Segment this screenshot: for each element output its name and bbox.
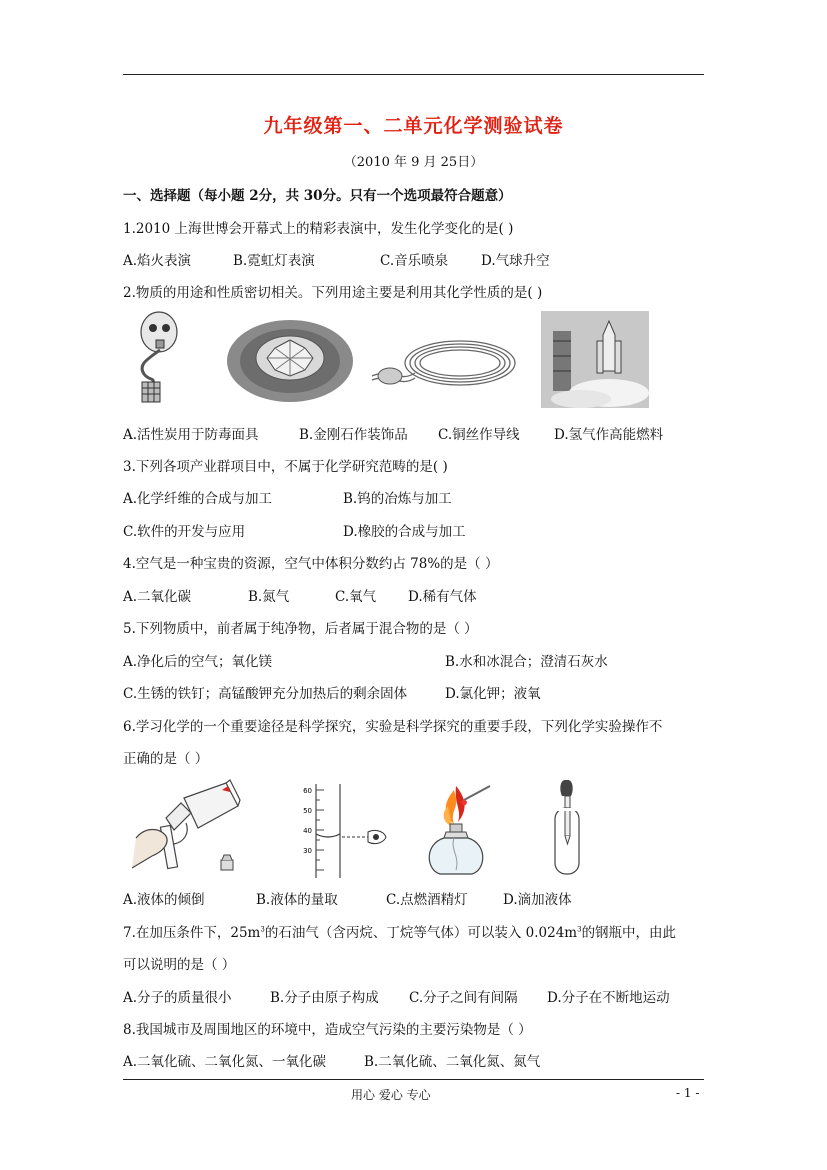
q4-option-c: C.氧气 [335,589,377,605]
question-7-line-1 [123,921,676,941]
q5-option-c: C.生锈的铁钉；高锰酸钾充分加热后的剩余固体 [123,686,408,702]
q1-option-a: A.焰火表演 [123,253,192,269]
cylinder-tick-30: 30 [303,847,312,855]
cylinder-tick-50: 50 [303,807,312,815]
q7-cubic-sup-1: 3 [260,925,265,934]
question-5: 5.下列物质中，前者属于纯净物，后者属于混合物的是（ ） [123,621,478,637]
q7-stem-part-3: 的钢瓶中，由此 [581,925,677,941]
cylinder-tick-60: 60 [303,787,312,795]
q7-stem-part-1: 7.在加压条件下，25m [123,925,261,941]
footer-rule [123,1079,704,1080]
q3-option-a: A.化学纤维的合成与加工 [123,491,273,507]
q7-option-a: A.分子的质量很小 [123,990,232,1006]
page-title: 九年级第一、二单元化学测验试卷 [263,115,564,137]
q2-option-c: C.铜丝作导线 [438,427,520,443]
graduated-cylinder-image [290,782,390,880]
q8-option-a: A.二氧化硫、二氧化氮、一氧化碳 [123,1054,327,1070]
q1-option-c: C.音乐喷泉 [380,253,449,269]
q6-option-d: D.滴加液体 [503,892,572,908]
q2-option-a: A.活性炭用于防毒面具 [123,427,259,443]
alcohol-lamp-image [420,780,498,880]
q1-option-d: D.气球升空 [481,253,550,269]
q7-option-c: C.分子之间有间隔 [409,990,518,1006]
cylinder-tick-40: 40 [303,827,312,835]
header-rule [123,74,704,75]
q8-option-b: B.二氧化硫、二氧化氮、氮气 [364,1054,541,1070]
q4-option-a: A.二氧化碳 [123,589,192,605]
q5-option-d: D.氯化钾；液氧 [445,686,541,702]
exam-date: （2010 年 9 月 25日） [343,155,484,170]
q4-option-d: D.稀有气体 [408,589,477,605]
q5-option-a: A.净化后的空气；氧化镁 [123,654,273,670]
question-2: 2.物质的用途和性质密切相关。下列用途主要是利用其化学性质的是( ) [123,285,543,301]
q5-option-b: B.水和冰混合；澄清石灰水 [445,654,608,670]
diamond-image [225,318,355,404]
question-4: 4.空气是一种宝贵的资源，空气中体积分数约占 78%的是（ ） [123,556,499,572]
section-heading: 一、选择题（每小题 2分，共 30分。只有一个选项最符合题意） [123,188,512,204]
question-6-line-1: 6.学习化学的一个重要途径是科学探究，实验是科学探究的重要手段，下列化学实验操作不 [123,719,663,735]
q7-option-b: B.分子由原子构成 [270,990,379,1006]
copper-wire-image [370,328,520,398]
liquid-pouring-image [126,778,244,880]
q6-option-b: B.液体的量取 [256,892,338,908]
q1-option-b: B.霓虹灯表演 [233,253,315,269]
question-7-line-2: 可以说明的是（ ） [123,957,236,973]
q7-cubic-sup-2: 3 [577,925,582,934]
q2-option-d: D.氢气作高能燃料 [554,427,664,443]
page-number: - 1 - [676,1086,700,1100]
q7-stem-part-2: 的石油气（含丙烷、丁烷等气体）可以装入 0.024m [264,925,578,941]
q6-option-a: A.液体的倾倒 [123,892,205,908]
gas-mask-image [126,310,182,405]
q4-option-b: B.氮气 [248,589,290,605]
question-6-line-2: 正确的是（ ） [123,751,209,767]
question-3: 3.下列各项产业群项目中，不属于化学研究范畴的是( ) [123,459,448,475]
q7-option-d: D.分子在不断地运动 [547,990,670,1006]
dropper-image [543,778,593,880]
q3-option-b: B.钨的冶炼与加工 [343,491,452,507]
question-1: 1.2010 上海世博会开幕式上的精彩表演中，发生化学变化的是( ) [123,221,514,237]
rocket-launch-image [541,311,649,408]
footer-motto: 用心 爱心 专心 [351,1088,431,1102]
q2-option-b: B.金刚石作装饰品 [299,427,408,443]
q6-option-c: C.点燃酒精灯 [386,892,468,908]
q3-option-d: D.橡胶的合成与加工 [343,524,466,540]
question-8: 8.我国城市及周围地区的环境中，造成空气污染的主要污染物是（ ） [123,1022,532,1038]
q3-option-c: C.软件的开发与应用 [123,524,246,540]
